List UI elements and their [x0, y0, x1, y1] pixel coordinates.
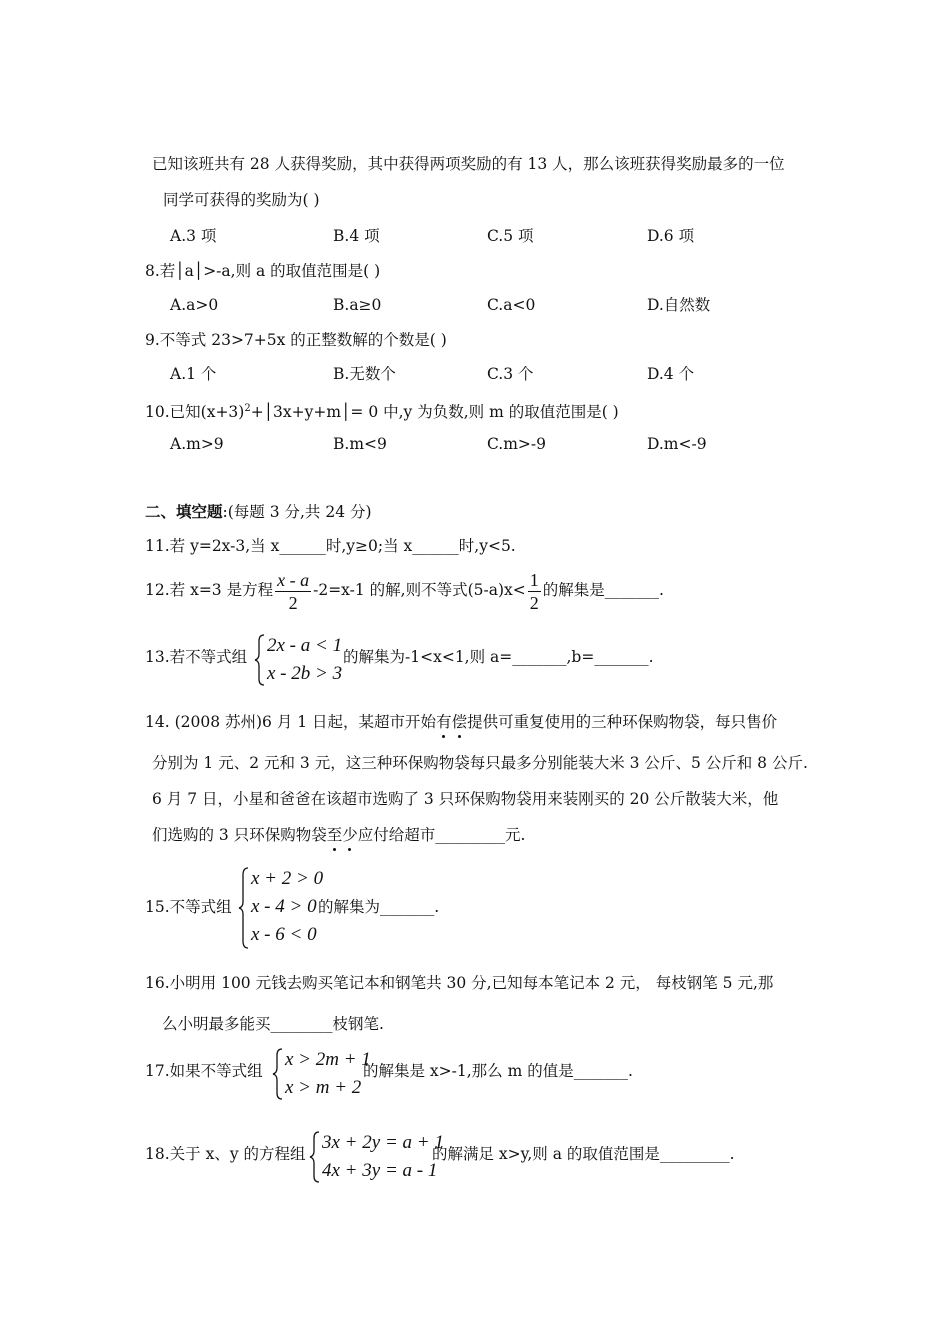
q9-stem: 9.不等式 23>7+5x 的正整数解的个数是( ) — [145, 331, 447, 349]
q12-stem — [145, 568, 664, 616]
q15-equation-1: x + 2 > 0 — [251, 868, 324, 889]
q8-option-c: C.a<0 — [487, 296, 536, 314]
q17-equation-2: x > m + 2 — [285, 1077, 362, 1098]
q10-option-d: D.m<-9 — [647, 435, 707, 453]
section-2-heading — [145, 502, 372, 522]
q13-equation-1: 2x - a < 1 — [267, 635, 343, 656]
q18-brace-icon — [308, 1130, 322, 1184]
q10-stem — [145, 399, 619, 422]
q15-equation-3: x - 6 < 0 — [251, 924, 317, 945]
q8-option-d: D.自然数 — [647, 296, 711, 314]
section-2-title: 二、填空题 — [145, 502, 223, 521]
q7-stem-line2: 同学可获得的奖励为( ) — [163, 191, 320, 209]
q14-line3: 6 月 7 日，小星和爸爸在该超市选购了 3 只环保购物袋用来装刚买的 20 公斤散装大米，他 — [152, 790, 779, 808]
q18-pre: 18.关于 x、y 的方程组 — [145, 1145, 306, 1163]
q10-stem-pre: 10.已知(x+3) — [145, 403, 245, 422]
q18-equation-1: 3x + 2y = a + 1 — [322, 1132, 444, 1153]
q18-system — [308, 1130, 444, 1184]
q7-option-d: D.6 项 — [647, 227, 695, 245]
q9-option-c: C.3 个 — [487, 365, 534, 383]
q12-fraction-half — [528, 569, 541, 614]
q14-line2: 分别为 1 元、2 元和 3 元，这三种环保购物袋每只最多分别能装大米 3 公斤、5 公斤和 8 公斤. — [152, 754, 808, 772]
q10-option-a: A.m>9 — [170, 435, 224, 453]
q9-option-a: A.1 个 — [170, 365, 217, 383]
q13-post: 的解集为-1<x<1,则 a=_______,b=_______. — [343, 648, 654, 666]
q14-line4 — [152, 825, 525, 845]
q14-line1-post: 提供可重复使用的三种环保购物袋，每只售价 — [467, 713, 778, 731]
q8-stem: 8.若│a│>-a,则 a 的取值范围是( ) — [145, 262, 381, 280]
q16-line1: 16.小明用 100 元钱去购买笔记本和钢笔共 30 分,已知每本笔记本 2 元， 每枝钢笔 5 元,那 — [145, 974, 774, 992]
q14-emphasis-3: 至 — [326, 826, 343, 844]
q13-pre: 13.若不等式组 — [145, 648, 248, 666]
q14-emphasis-4: 少 — [342, 826, 358, 844]
q12-half-numerator: 1 — [529, 569, 539, 590]
q12-mid: -2=x-1 的解,则不等式(5-a)x< — [313, 581, 526, 599]
q15-brace-icon — [237, 866, 251, 950]
q14-line1-pre: 14. (2008 苏州)6 月 1 日起，某超市开始 — [145, 713, 437, 731]
q12-fraction-numerator: x - a — [277, 569, 310, 590]
q15-system — [237, 866, 327, 950]
q8-option-a: A.a>0 — [170, 296, 219, 314]
q12-post: 的解集是_______. — [542, 581, 664, 599]
q17-post: 的解集是 x>-1,那么 m 的值是_______. — [363, 1062, 633, 1080]
q13-equation-2: x - 2b > 3 — [267, 663, 343, 684]
q12-pre: 12.若 x=3 是方程 — [145, 581, 274, 599]
q17-brace-icon — [271, 1047, 285, 1101]
q17-equation-1: x > 2m + 1 — [285, 1049, 371, 1070]
q10-option-b: B.m<9 — [333, 435, 387, 453]
q13-system — [253, 633, 353, 687]
q10-stem-post: +│3x+y+m│= 0 中,y 为负数,则 m 的取值范围是( ) — [250, 403, 619, 422]
q15-pre: 15.不等式组 — [145, 898, 232, 916]
q11-stem: 11.若 y=2x-3,当 x______时,y≥0;当 x______时,y<5. — [145, 537, 516, 555]
section-2-note: :(每题 3 分,共 24 分) — [222, 503, 372, 521]
q9-option-d: D.4 个 — [647, 365, 695, 383]
q14-line1 — [145, 712, 777, 732]
q14-line4-pre: 们选购的 3 只环保购物袋 — [152, 826, 327, 844]
q7-option-b: B.4 项 — [333, 227, 380, 245]
q7-option-a: A.3 项 — [170, 227, 217, 245]
q7-option-c: C.5 项 — [487, 227, 534, 245]
q17-system — [271, 1047, 371, 1101]
q15-post: 的解集为_______. — [318, 898, 440, 916]
q14-emphasis-2: 偿 — [451, 713, 468, 731]
q10-stem-exponent: 2 — [244, 403, 251, 414]
q10-option-c: C.m>-9 — [487, 435, 547, 453]
q16-line2: 么小明最多能买________枝钢笔. — [162, 1015, 384, 1033]
q12-fraction-denominator: 2 — [288, 592, 298, 613]
q13-brace-icon — [253, 633, 267, 687]
q18-equation-2: 4x + 3y = a - 1 — [322, 1160, 438, 1181]
q12-fraction — [275, 569, 311, 614]
q9-option-b: B.无数个 — [333, 365, 396, 383]
q7-stem-line1: 已知该班共有 28 人获得奖励，其中获得两项奖励的有 13 人，那么该班获得奖励最多的一位 — [152, 155, 785, 173]
q8-option-b: B.a≥0 — [333, 296, 382, 314]
q14-emphasis-1: 有 — [436, 713, 452, 731]
q18-post: 的解满足 x>y,则 a 的取值范围是_________. — [432, 1145, 735, 1163]
q14-line4-post: 应付给超市_________元. — [357, 826, 526, 844]
q17-pre: 17.如果不等式组 — [145, 1062, 263, 1080]
q15-equation-2: x - 4 > 0 — [251, 896, 317, 917]
q12-half-denominator: 2 — [529, 592, 539, 613]
